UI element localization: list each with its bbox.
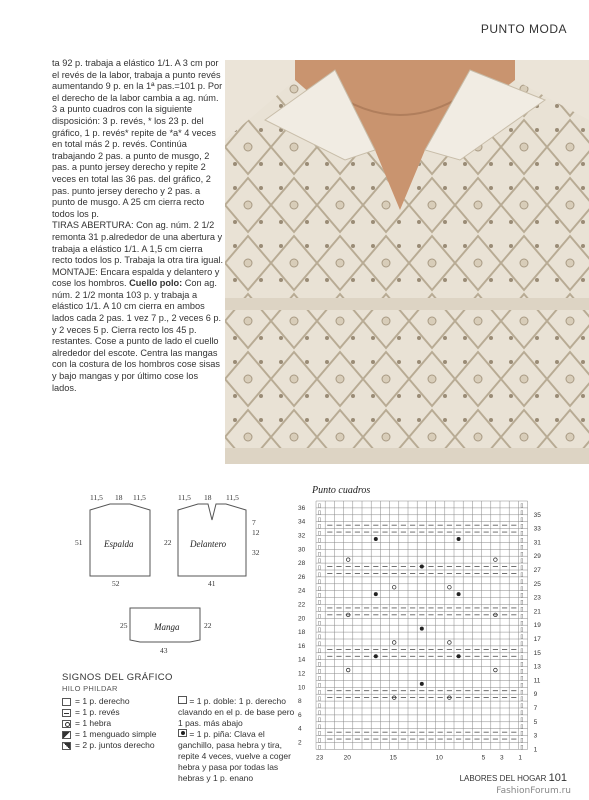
svg-text:18: 18 <box>115 493 123 502</box>
double-stitch-mark: ▯ <box>520 565 524 572</box>
double-stitch-mark: ▯ <box>520 689 524 696</box>
row-number-left: 4 <box>298 725 302 733</box>
double-stitch-mark: ▯ <box>520 523 524 530</box>
footer <box>460 772 567 784</box>
row-number-right: 23 <box>533 594 541 602</box>
eyelet-mark <box>392 585 396 589</box>
double-stitch-mark: ▯ <box>520 509 524 516</box>
triangle-right-square-icon <box>62 742 71 750</box>
legend-item: = 1 p. doble: 1 p. derecho clavando en el p. de base pero 1 pas. más abajo <box>178 696 295 728</box>
double-stitch-mark: ▯ <box>520 558 524 565</box>
double-stitch-mark: ▯ <box>520 710 524 716</box>
assembly-rest: Con ag. núm. 2 1/2 monta 103 p. y trabaja a elástico 1/1. A 10 cm cierra en ambos lados cada 2 pas. 1 vez 7 p., 2 veces 6 p. y 2 veces 5 p. Cierra recto los 45 p. restantes. Cose a punto de lado el cuello alrededor del escote. Centra las mangas con la costura de los hombros cose sisas y bajo mangas y por último cose los lados. <box>52 278 222 393</box>
eyelet-mark <box>448 585 452 589</box>
espalda-top-dim: 11,5 <box>90 493 103 502</box>
legend-item: = 1 p. piña: Clava el ganchillo, pasa hebra y tira, repite 4 veces, vuelve a coger hebra y pasa por todas las hebras y 1 p. enano <box>178 729 291 783</box>
row-number-left: 34 <box>298 518 306 526</box>
double-stitch-mark: ▯ <box>318 551 322 558</box>
legend-subtitle: HILO PHILDAR <box>62 684 118 693</box>
row-number-left: 24 <box>298 587 306 595</box>
double-stitch-mark: ▯ <box>520 530 524 537</box>
double-stitch-mark: ▯ <box>318 530 322 537</box>
double-stitch-mark: ▯ <box>520 634 524 641</box>
collar-heading: Cuello polo: <box>129 278 183 289</box>
row-number-left: 16 <box>298 642 306 650</box>
bobble-mark <box>420 565 424 569</box>
page-number: 101 <box>548 772 567 784</box>
double-stitch-mark: ▯ <box>318 606 322 613</box>
instructions-text <box>52 58 224 394</box>
paragraph-back: ta 92 p. trabaja a elástico 1/1. A 3 cm por el revés de la labor, trabaja a punto revés aumentando 9 p. en la 1ª pas.=101 p. Por el derecho de la labor cambia a ag. núm. 3 a punto cuadros con la siguiente disposición: 3 p. revés, * los 23 p. del gráfico, 1 p. revés* repite de *a* 4 veces en total más 2 p. revés. Continúa trabajando 2 pas. a punto de musgo, 2 pas. a punto jersey derecho y repite 2 veces en total las 36 pas. del gráfico, 2 pas. punto jersey derecho y 2 pas. a punto de musgo. A 25 cm cierra recto todos los p. <box>52 58 223 219</box>
bobble-mark <box>457 592 461 596</box>
double-stitch-mark: ▯ <box>520 516 524 523</box>
double-stitch-mark: ▯ <box>318 689 322 696</box>
svg-text:11,5: 11,5 <box>226 493 239 502</box>
garment-schematics <box>60 490 300 660</box>
sweater-illustration <box>225 60 589 464</box>
bobble-mark <box>374 537 378 541</box>
stitch-number: 3 <box>500 754 504 762</box>
double-stitch-mark: ▯ <box>318 641 322 647</box>
double-stitch-mark: ▯ <box>318 668 322 675</box>
svg-text:25: 25 <box>120 621 128 630</box>
stitch-number: 5 <box>481 754 486 762</box>
double-stitch-mark: ▯ <box>318 654 322 661</box>
row-number-right: 27 <box>533 567 541 574</box>
row-number-right: 3 <box>533 732 538 740</box>
row-number-right: 1 <box>533 746 538 754</box>
double-stitch-mark: ▯ <box>318 723 322 730</box>
svg-text:12: 12 <box>252 528 260 537</box>
row-number-right: 11 <box>533 677 541 685</box>
double-stitch-mark: ▯ <box>318 544 322 551</box>
double-stitch-mark: ▯ <box>318 572 322 578</box>
row-number-left: 32 <box>298 532 306 540</box>
double-stitch-mark: ▯ <box>318 716 322 723</box>
svg-text:11,5: 11,5 <box>133 493 146 502</box>
eyelet-mark <box>494 558 498 562</box>
double-stitch-mark: ▯ <box>520 641 524 647</box>
bobble-mark <box>374 592 378 596</box>
double-stitch-mark: ▯ <box>318 682 322 689</box>
bobble-mark <box>457 537 461 541</box>
svg-text:18: 18 <box>204 493 212 502</box>
bobble-mark <box>420 627 424 631</box>
eyelet-mark <box>346 558 350 562</box>
eyelet-mark <box>392 641 396 645</box>
row-number-right: 21 <box>533 608 541 616</box>
row-number-left: 6 <box>298 711 302 719</box>
double-stitch-mark: ▯ <box>520 661 524 668</box>
double-stitch-mark: ▯ <box>318 710 322 716</box>
double-stitch-mark: ▯ <box>318 592 322 599</box>
double-stitch-mark: ▯ <box>318 558 322 565</box>
double-stitch-mark: ▯ <box>520 592 524 599</box>
double-stitch-mark: ▯ <box>318 503 322 509</box>
row-number-right: 33 <box>533 525 541 533</box>
svg-text:7: 7 <box>252 518 256 527</box>
double-stitch-mark: ▯ <box>318 730 322 737</box>
label-espalda: Espalda <box>104 539 134 549</box>
legend-title: SIGNOS DEL GRÁFICO <box>62 672 173 683</box>
double-stitch-mark: ▯ <box>318 537 322 544</box>
blank-square-icon <box>62 698 71 706</box>
stitch-number: 20 <box>343 754 351 762</box>
double-stitch-mark: ▯ <box>520 737 524 744</box>
double-stitch-mark: ▯ <box>318 737 322 744</box>
double-stitch-mark: ▯ <box>520 599 524 606</box>
row-number-left: 20 <box>298 615 306 623</box>
double-stitch-mark: ▯ <box>520 627 524 634</box>
triangle-left-square-icon <box>62 731 71 739</box>
legend-item: = 1 hebra <box>75 718 112 728</box>
row-number-left: 36 <box>298 504 306 512</box>
row-number-right: 9 <box>533 691 538 699</box>
double-stitch-icon <box>178 696 187 704</box>
double-stitch-mark: ▯ <box>520 675 524 682</box>
watermark: FashionForum.ru <box>496 786 571 796</box>
svg-text:43: 43 <box>160 646 168 655</box>
double-stitch-mark: ▯ <box>520 572 524 578</box>
row-number-right: 17 <box>533 636 541 643</box>
double-stitch-mark: ▯ <box>520 606 524 613</box>
row-number-right: 35 <box>533 511 541 519</box>
double-stitch-mark: ▯ <box>520 647 524 654</box>
knitting-chart <box>296 495 564 765</box>
double-stitch-mark: ▯ <box>318 509 322 516</box>
bobble-mark <box>374 654 378 658</box>
double-stitch-mark: ▯ <box>520 723 524 730</box>
double-stitch-mark: ▯ <box>520 578 524 585</box>
stitch-number: 10 <box>435 754 443 762</box>
row-number-right: 31 <box>533 539 541 547</box>
paragraph-strips: TIRAS ABERTURA: Con ag. núm. 2 1/2 remonta 31 p.alrededor de una abertura y trabaja a elástico 1/1. A 1,5 cm cierra recto todos los p. Trabaja la otra tira igual. <box>52 220 224 266</box>
eyelet-mark <box>448 641 452 645</box>
svg-text:51: 51 <box>75 538 83 547</box>
row-number-left: 18 <box>298 629 306 637</box>
double-stitch-mark: ▯ <box>318 523 322 530</box>
double-stitch-mark: ▯ <box>318 578 322 585</box>
row-number-right: 25 <box>533 580 541 588</box>
paragraph-assembly <box>52 267 224 395</box>
stitch-number: 1 <box>518 754 523 762</box>
svg-text:52: 52 <box>112 579 120 588</box>
row-number-left: 30 <box>298 546 306 554</box>
double-stitch-mark: ▯ <box>520 620 524 627</box>
label-manga: Manga <box>154 622 180 632</box>
row-number-right: 29 <box>533 553 541 561</box>
svg-text:32: 32 <box>252 548 260 557</box>
assembly-lead: MONTAJE: Encara espalda y delantero y cose los hombros. <box>52 266 220 289</box>
row-number-left: 12 <box>298 670 306 678</box>
double-stitch-mark: ▯ <box>318 613 322 620</box>
double-stitch-mark: ▯ <box>318 661 322 668</box>
double-stitch-mark: ▯ <box>318 585 322 592</box>
row-number-left: 22 <box>298 601 306 609</box>
double-stitch-mark: ▯ <box>520 503 524 509</box>
circle-square-icon <box>62 720 71 728</box>
double-stitch-mark: ▯ <box>318 703 322 710</box>
dash-square-icon <box>62 709 71 717</box>
double-stitch-mark: ▯ <box>318 634 322 641</box>
double-stitch-mark: ▯ <box>520 716 524 723</box>
row-number-left: 2 <box>298 739 302 747</box>
row-number-left: 14 <box>298 656 306 664</box>
svg-text:41: 41 <box>208 579 216 588</box>
double-stitch-mark: ▯ <box>318 620 322 627</box>
stitch-number: 23 <box>316 754 324 762</box>
double-stitch-mark: ▯ <box>318 744 322 751</box>
row-number-left: 8 <box>298 698 302 706</box>
row-number-left: 10 <box>298 684 306 692</box>
double-stitch-mark: ▯ <box>520 682 524 689</box>
double-stitch-mark: ▯ <box>520 696 524 703</box>
sweater-photo <box>225 60 589 464</box>
section-title: PUNTO MODA <box>480 22 567 36</box>
double-stitch-mark: ▯ <box>520 551 524 558</box>
double-stitch-mark: ▯ <box>318 696 322 703</box>
row-number-right: 7 <box>533 705 538 712</box>
bobble-icon <box>178 729 187 737</box>
label-delantero: Delantero <box>190 539 227 549</box>
svg-text:22: 22 <box>164 538 172 547</box>
row-number-right: 15 <box>533 649 541 657</box>
magazine-name: LABORES DEL HOGAR <box>459 774 547 783</box>
double-stitch-mark: ▯ <box>520 544 524 551</box>
stitch-number: 15 <box>389 754 397 762</box>
double-stitch-mark: ▯ <box>318 516 322 523</box>
row-number-left: 26 <box>298 573 306 581</box>
double-stitch-mark: ▯ <box>318 647 322 654</box>
eyelet-mark <box>346 668 350 672</box>
row-number-left: 28 <box>298 560 306 568</box>
svg-text:22: 22 <box>204 621 212 630</box>
double-stitch-mark: ▯ <box>520 668 524 675</box>
double-stitch-mark: ▯ <box>520 585 524 592</box>
row-number-right: 13 <box>533 663 541 671</box>
legend-item: = 1 menguado simple <box>75 729 157 739</box>
bobble-mark <box>457 654 461 658</box>
double-stitch-mark: ▯ <box>318 565 322 572</box>
bobble-mark <box>420 682 424 686</box>
chart-legend <box>62 672 297 784</box>
legend-item: = 1 p. derecho <box>75 696 130 706</box>
double-stitch-mark: ▯ <box>520 537 524 544</box>
legend-item: = 1 p. revés <box>75 707 120 717</box>
row-number-right: 19 <box>533 622 541 630</box>
double-stitch-mark: ▯ <box>520 703 524 710</box>
double-stitch-mark: ▯ <box>520 654 524 661</box>
double-stitch-mark: ▯ <box>520 744 524 751</box>
double-stitch-mark: ▯ <box>520 613 524 620</box>
double-stitch-mark: ▯ <box>318 675 322 682</box>
double-stitch-mark: ▯ <box>318 599 322 606</box>
double-stitch-mark: ▯ <box>520 730 524 737</box>
double-stitch-mark: ▯ <box>318 627 322 634</box>
legend-item: = 2 p. juntos derecho <box>75 740 155 750</box>
eyelet-mark <box>494 668 498 672</box>
chart-title: Punto cuadros <box>312 485 371 496</box>
svg-text:11,5: 11,5 <box>178 493 191 502</box>
row-number-right: 5 <box>533 718 538 726</box>
